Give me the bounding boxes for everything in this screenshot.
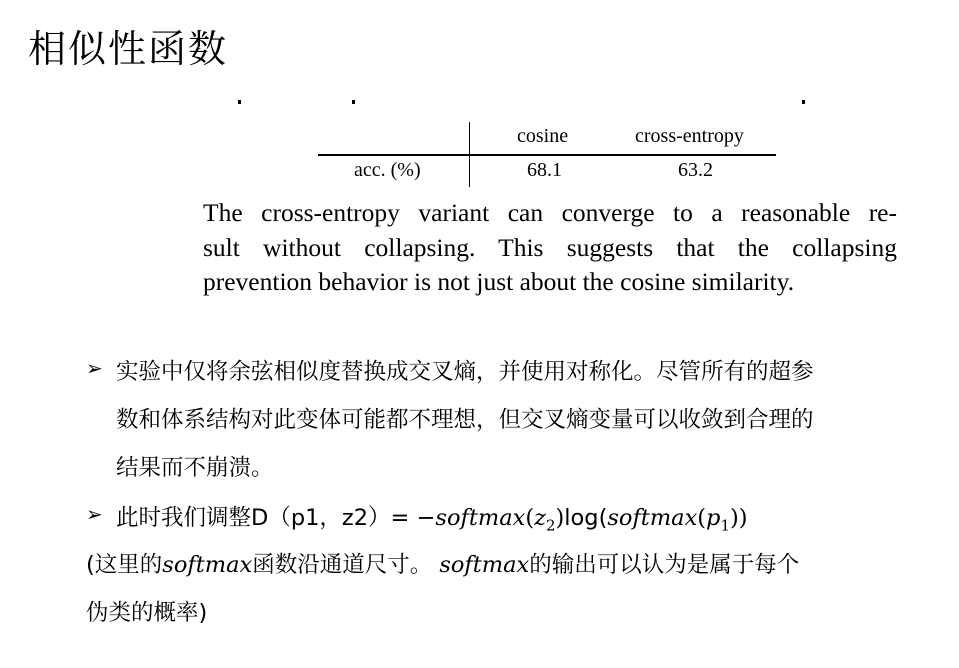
cropped-figure-edge bbox=[236, 100, 816, 108]
excerpt-line: sult without collapsing. This suggests that the collapsing bbox=[203, 232, 897, 262]
paper-excerpt bbox=[203, 196, 897, 300]
crop-mark bbox=[802, 100, 805, 104]
formula-log: log( bbox=[564, 505, 608, 531]
bullet-arrow-icon: ➢ bbox=[86, 502, 103, 526]
value-cosine: 68.1 bbox=[527, 159, 562, 181]
row-label-accuracy: acc. (%) bbox=[354, 159, 421, 181]
crop-mark bbox=[238, 100, 241, 104]
col-header-cosine: cosine bbox=[517, 125, 569, 147]
col-header-cross-entropy: cross-entropy bbox=[635, 125, 744, 147]
bullet-1-line-2: 数和体系结构对此变体可能都不理想，但交叉熵变量可以收敛到合理的 bbox=[116, 407, 814, 433]
formula-softmax: softmax bbox=[435, 505, 526, 531]
bullet-1-line-3: 结果而不崩溃。 bbox=[116, 455, 274, 481]
note-line-1: (这里的softmax函数沿通道尺寸。 softmax的输出可以认为是属于每个 bbox=[86, 552, 800, 578]
bullet-2-formula: 此时我们调整D（p1，$z2)= -softmax(z_2)\log(softmax(p_1))$ bbox=[116, 505, 748, 535]
note-line-2: 伪类的概率) bbox=[86, 600, 208, 626]
value-cross-entropy: 63.2 bbox=[678, 159, 713, 181]
formula-prefix: 此时我们调整D（p1，z2）= − bbox=[116, 505, 436, 531]
excerpt-line: The cross-entropy variant can converge to a reasonable re- bbox=[203, 198, 897, 227]
excerpt-line: prevention behavior is not just about the cosine similarity. bbox=[203, 267, 795, 296]
bullet-1-line-1: 实验中仅将余弦相似度替换成交叉熵，并使用对称化。尽管所有的超参 bbox=[116, 359, 814, 385]
page-title: 相似性函数 bbox=[28, 27, 229, 71]
table-horizontal-rule bbox=[318, 154, 776, 156]
bullet-arrow-icon: ➢ bbox=[86, 356, 103, 380]
crop-mark bbox=[352, 100, 355, 104]
